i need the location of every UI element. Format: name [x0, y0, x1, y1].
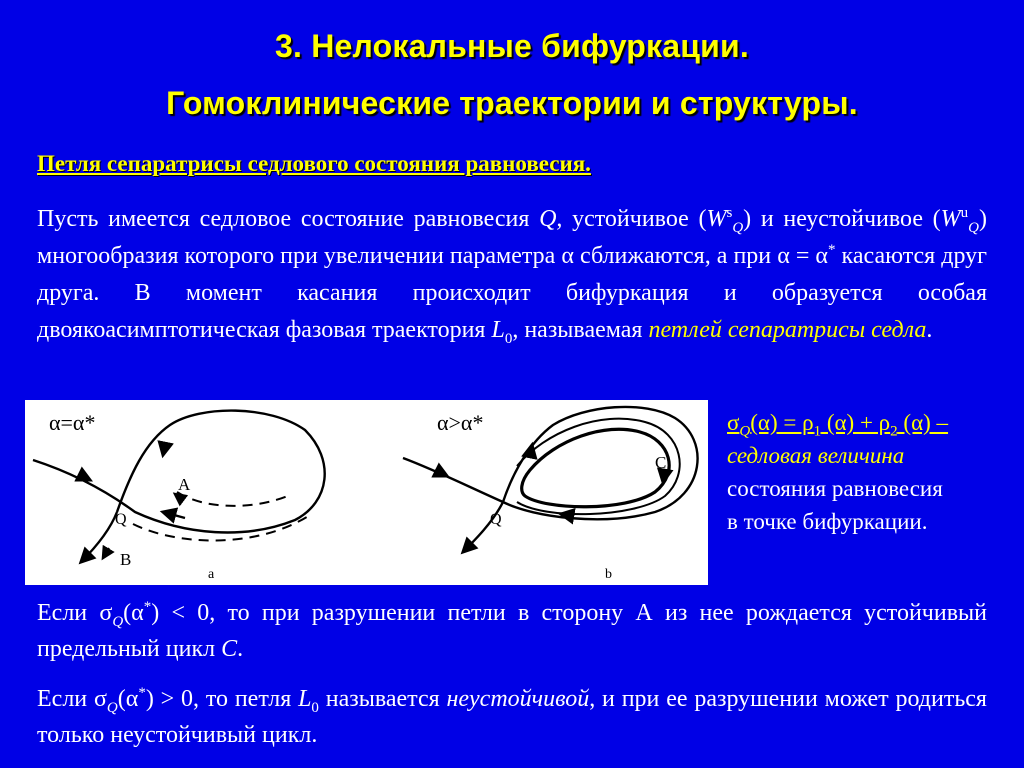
caption-a: a [208, 567, 215, 582]
panel-a-labels [49, 410, 215, 582]
unstable-manifold [81, 512, 117, 562]
arrow-head [163, 445, 165, 455]
text-run: называется [318, 686, 447, 712]
text-run: W [706, 206, 727, 232]
text-run: . [926, 317, 933, 343]
text-run: сближаются, а при [573, 243, 778, 269]
superscript: * [828, 242, 836, 258]
subscript: 0 [504, 330, 513, 347]
text-run: Пусть имеется седловое состояние равновесия [37, 206, 540, 232]
superscript: * [143, 599, 152, 615]
superscript: u [960, 205, 969, 221]
phase-portrait-figure [25, 400, 708, 585]
text-run: неустойчивой [446, 686, 590, 712]
text-run: (α [123, 600, 144, 626]
label-Q-b: Q [490, 511, 502, 528]
slide-title: 3. Нелокальные бифуркации. [275, 28, 749, 64]
text-run: L [491, 317, 505, 343]
text-run: Если σ [37, 686, 107, 712]
text-run: (α) = ρ [750, 410, 814, 435]
superscript: s [726, 205, 733, 221]
saddle-value-note [727, 406, 1017, 538]
text-run: C [221, 636, 238, 662]
arrow-head [163, 512, 185, 518]
text-run: . [237, 636, 244, 662]
section-heading: Петля сепаратрисы седлового состояния равновесия. [37, 151, 591, 176]
subscript: Q [112, 613, 124, 630]
text-run: ) > 0, то петля [145, 686, 299, 712]
subscript: Q [739, 423, 751, 440]
subscript: Q [106, 699, 118, 716]
text-run: , называемая [512, 317, 649, 343]
text-run: σ [727, 410, 740, 435]
text-run: ) < 0, то при разрушении петли в сторону А из нее рождается устойчивый предельный цикл [37, 600, 988, 662]
note-line: в точке бифуркации. [727, 509, 928, 534]
text-run: (α) + ρ [821, 410, 891, 435]
intro-paragraph [37, 201, 987, 349]
phase-portrait-svg [25, 400, 708, 585]
text-run: (α) – [897, 410, 949, 435]
text-run: L [298, 686, 312, 712]
text-run: устойчивое ( [562, 206, 707, 232]
label-A: A [178, 475, 191, 494]
label-Q-a: Q [115, 511, 127, 528]
perturbed-branch-a [177, 492, 290, 506]
panel-b-parameter-label: α>α* [437, 410, 484, 435]
note-line: состояния равновесия [727, 476, 943, 501]
highlight-term: петлей сепаратрисы седла [648, 317, 927, 343]
unstable-case-paragraph [37, 681, 987, 753]
stable-case-paragraph [37, 595, 987, 667]
text-run: α [561, 243, 574, 269]
text-run: ) многообразия которого при увеличении параметра [37, 206, 988, 269]
text-run: Если σ [37, 600, 113, 626]
panel-b-labels [437, 410, 666, 582]
subscript: Q [968, 219, 980, 236]
label-C: C [655, 453, 667, 472]
text-run: , и при ее разрушении может родиться только неустойчивый цикл. [37, 686, 987, 748]
text-run: Q, [539, 206, 563, 232]
subscript: 0 [311, 699, 319, 716]
text-run: W [940, 206, 961, 232]
perturbed-branch-b [133, 515, 310, 541]
saddle-value-formula [727, 406, 1017, 439]
note-line: седловая величина [727, 443, 905, 468]
text-run: ) и неустойчивое ( [743, 206, 941, 232]
label-B: B [120, 550, 132, 569]
panel-a-parameter-label: α=α* [49, 410, 96, 435]
text-run: касаются друг друга. В момент касания происходит бифуркация и образуется особая двоякоасимптотическая фазовая траектория [37, 243, 987, 343]
subscript: Q [732, 219, 744, 236]
text-run: α = α [777, 243, 828, 269]
arrow-head [103, 548, 109, 558]
superscript: * [138, 685, 146, 701]
text-run: (α [117, 686, 139, 712]
caption-b: b [605, 567, 612, 582]
subscript: 2 [890, 423, 898, 440]
subscript: 1 [813, 423, 822, 440]
slide-subtitle: Гомоклинические траектории и структуры. [166, 85, 858, 121]
